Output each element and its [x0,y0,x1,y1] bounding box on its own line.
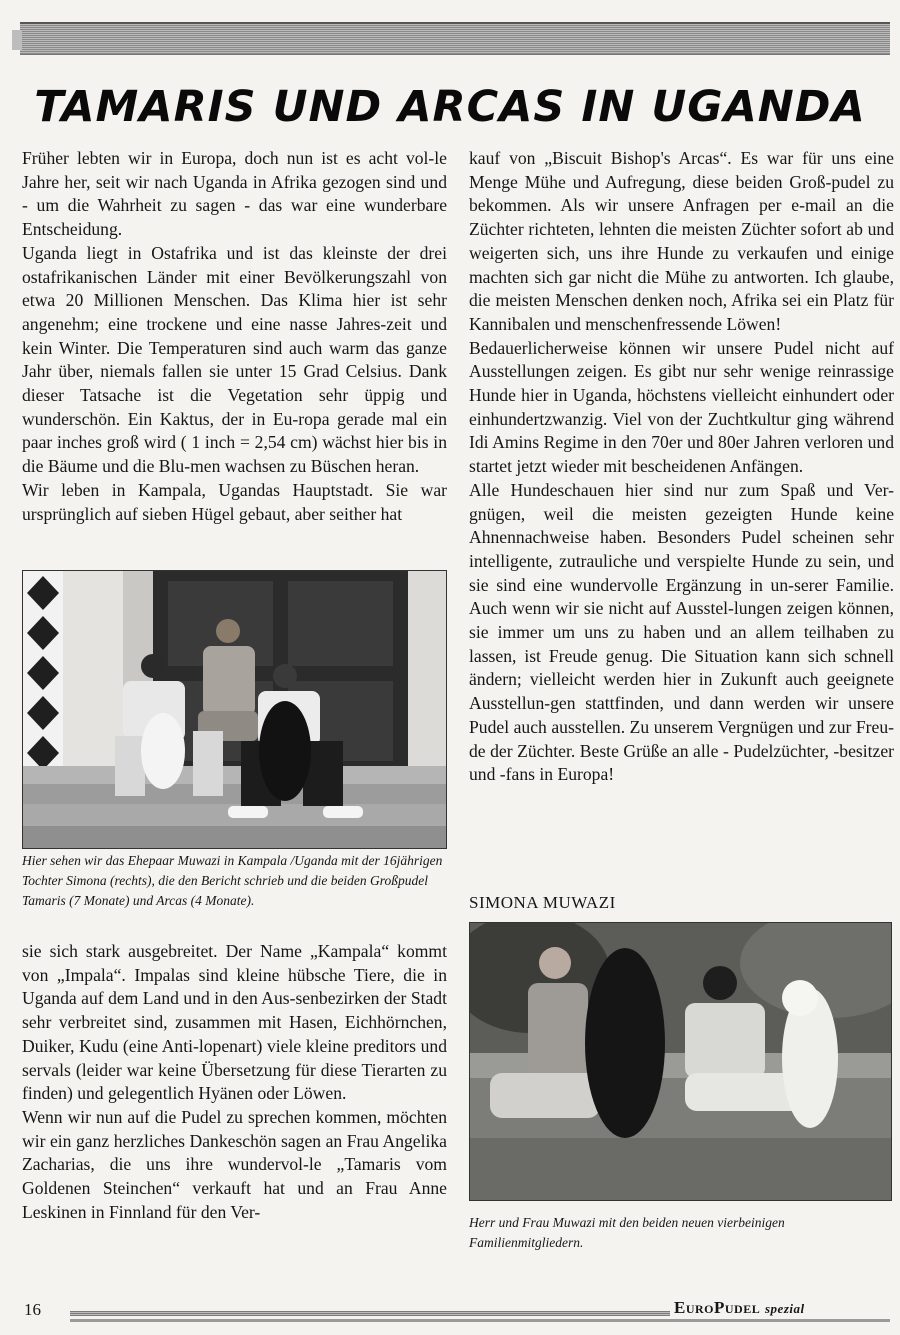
paragraph: sie sich stark ausgebreitet. Der Name „Kampala“ kommt von „Impala“. Impalas sind kleine hübsche Tiere, die in Uganda auf dem Land und in den Aus-senbezirken der Stadt sehr verbreitet sind, zusammen mit Hasen, Eichhörnchen, Duiker, Kudu (eine Anti-lopenart) viele kleine preditors und servals (leider war keine Übersetzung für diese Tierarten zu finden) und gelegentlich Hyänen oder Löwen. [22,941,447,1104]
footer-decorative-bar [70,1311,670,1316]
paragraph: Wenn wir nun auf die Pudel zu sprechen kommen, möchten wir ein ganz herzliches Dankeschön sagen an Frau Angelika Zacharias, die uns ihre wundervol-le „Tamaris vom Goldenen Steinchen“ verkauft hat und an Frau Anne Leskinen in Finnland für den Ver- [22,1106,447,1222]
photo1-caption: Hier sehen wir das Ehepaar Muwazi in Kampala /Uganda mit der 16jährigen Tochter Simona (rechts), die den Bericht schrieb und die beiden Großpudel Tamaris (7 Monate) und Arcas (4 Monate). [22,853,443,908]
left-column-top [22,147,447,562]
author-signature: SIMONA MUWAZI [469,893,616,912]
right-column [469,147,894,867]
footer-rule [70,1319,890,1322]
photo-family-on-steps-image [23,571,446,848]
paragraph: kauf von „Biscuit Bishop's Arcas“. Es war für uns eine Menge Mühe und Aufregung, diese beiden Groß-pudel zu bekommen. Als wir unsere Anfragen per e-mail an die Züchter richteten, lehnten die meisten Züchter sofort ab und weigerten sich, uns ihre Hunde zu verkaufen und einige machten sich gar nicht die Mühe zu antworten. Ich glaube, die meisten Menschen denken noch, Afrika sei ein Platz für Kannibalen und menschenfressende Löwen! [469,148,894,334]
paragraph: Uganda liegt in Ostafrika und ist das kleinste der drei ostafrikanischen Länder mit einer Bevölkerungszahl von etwa 20 Millionen Menschen. Das Klima hier ist sehr angenehm; eine trockene und eine nasse Jahres-zeit und kein Winter. Die Temperaturen sind auch warm das ganze Jahr über, niemals fallen sie unter 15 Grad Celsius. Dank dieser Tatsache ist die Vegetation sehr üppig und wunderschön. Ein Kaktus, der in Eu-ropa gerade mal ein paar inches groß wird ( 1 inch = 2,54 cm) wächst hier bis in die Bäume und die Blu-men wachsen zu Büschen heran. [22,242,447,477]
photo-couple-on-lawn-image [470,923,891,1200]
page-number: 16 [24,1300,41,1319]
photo-family-on-steps [22,570,447,849]
paragraph: Wir leben in Kampala, Ugandas Hauptstadt. Sie war ursprünglich auf sieben Hügel gebaut, aber seither hat [22,479,447,524]
magazine-brand [674,1298,805,1318]
photo-couple-on-lawn [469,922,892,1201]
top-bar-cap [12,30,22,50]
paragraph: Früher lebten wir in Europa, doch nun ist es acht vol-le Jahre her, seit wir nach Uganda in Afrika gezogen sind und - um die Wahrheit zu sagen - das war eine wunderbare Entscheidung. [22,148,447,240]
article-title: TAMARIS UND ARCAS IN UGANDA [34,82,866,132]
paragraph: Bedauerlicherweise können wir unsere Pudel nicht auf Ausstellungen zeigen. Es gibt nur sehr wenige reinrassige Hunde hier in Uganda, höchstens vielleicht einhundert oder einhundertzwanzig. Viel von der Zuchtkultur ging während Idi Amins Regime in den 70er und 80er Jahren verloren und startet jetzt wieder mit bescheidenen Anfängen. [469,337,894,477]
left-column-bottom [22,940,447,1265]
brand-subtitle: spezial [764,1301,805,1316]
top-decorative-bar [20,22,890,55]
photo2-caption: Herr und Frau Muwazi mit den beiden neuen vierbeinigen Familienmitgliedern. [469,1215,785,1250]
paragraph: Alle Hundeschauen hier sind nur zum Spaß und Ver-gnügen, weil die meisten gezeigten Hunde keine Ahnennachweise haben. Besonders Pudel scheinen sehr intelligente, zutrauliche und verspielte Hunde zu sein, und sie sind eine wundervolle Ergänzung in un-serer Familie. Auch wenn wir sie nicht auf Ausstel-lungen zeigen können, sie immer um uns zu haben und an allem teilhaben zu lassen, ist Freude genug. Die Situation kann sich schnell ändern; vielleicht werden hier in Zukunft auch geeignete Ausstellun-gen stattfinden, und dann werden wir unsere Pudel auch ausstellen. Zu unserem Vergnügen und zur Freu-de der Züchter. Beste Grüße an alle - Pudelzüchter, -besitzer und -fans in Europa! [469,479,894,785]
brand-name: EuroPudel [674,1298,761,1317]
